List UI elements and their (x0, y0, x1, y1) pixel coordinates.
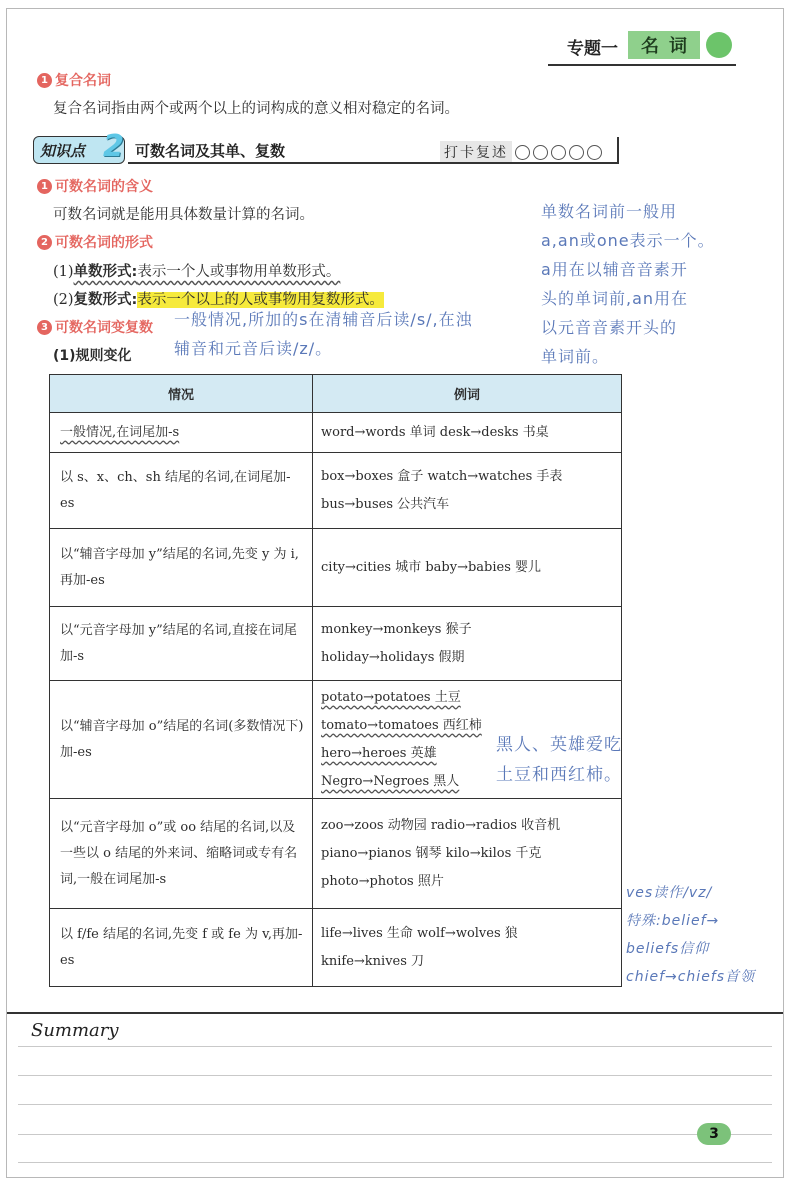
plural-prefix: (2) (53, 292, 74, 308)
summary-writing-line[interactable] (18, 1134, 772, 1135)
number-dot: 2 (37, 235, 52, 250)
header-dot (706, 32, 732, 58)
plural-text: 表示一个以上的人或事物用复数形式。 (137, 292, 384, 308)
header-topic: 专题一 (567, 39, 618, 59)
example-line: hero→heroes 英雄 (321, 745, 437, 761)
summary-writing-line[interactable] (18, 1104, 772, 1105)
note-line: 特殊:belief→ (626, 913, 720, 929)
note-line: 土豆和西红柿。 (496, 765, 622, 785)
kp-edge (617, 137, 619, 164)
section-forms-title (37, 232, 153, 252)
table-row (50, 453, 622, 529)
checkin-label: 打卡复述 (440, 141, 512, 163)
note-line: a用在以辅音音素开 (541, 260, 688, 279)
table-row (50, 909, 622, 987)
example-line: photo→photos 照片 (321, 873, 444, 889)
summary-rule (7, 1012, 783, 1014)
singular-label: 单数形式: (73, 264, 138, 280)
regular-change-heading: (1)规则变化 (53, 348, 132, 364)
section-compound-text: 复合名词指由两个或两个以上的词构成的意义相对稳定的名词。 (53, 101, 459, 117)
examples-cell (313, 607, 622, 681)
section-meaning-title (37, 176, 153, 196)
note-line: 单数名词前一般用 (541, 202, 678, 221)
example-line: zoo→zoos 动物园 radio→radios 收音机 (321, 817, 561, 833)
example-line-wrap (321, 740, 615, 768)
note-line: 辅音和元音后读/z/。 (174, 339, 333, 358)
situation-cell: 以 f/fe 结尾的名词,先变 f 或 fe 为 v,再加-es (50, 909, 313, 987)
checkin-tracker (440, 141, 602, 163)
checkin-circle[interactable] (569, 145, 584, 160)
section-plural-label: 可数名词变复数 (55, 320, 153, 336)
table-header-row (50, 375, 622, 413)
page-number: 3 (697, 1123, 731, 1145)
handwritten-note-articles (541, 197, 715, 371)
kp-title: 可数名词及其单、复数 (135, 142, 286, 160)
section-compound-label: 复合名词 (55, 73, 111, 89)
example-line: tomato→tomatoes 西红柿 (321, 717, 482, 733)
note-line: 头的单词前,an用在 (541, 289, 689, 308)
example-line: knife→knives 刀 (321, 953, 425, 969)
header-examples: 例词 (313, 375, 622, 413)
section-plural-title (37, 317, 153, 337)
table-row (50, 607, 622, 681)
checkin-circle[interactable] (533, 145, 548, 160)
section-forms-label: 可数名词的形式 (55, 235, 153, 251)
situation-cell: 以“辅音字母加 y”结尾的名词,先变 y 为 i,再加-es (50, 529, 313, 607)
note-line: 以元音音素开头的 (541, 318, 678, 337)
table-row (50, 529, 622, 607)
number-dot: 3 (37, 320, 52, 335)
examples-cell (313, 681, 622, 799)
example-line: potato→potatoes 土豆 (321, 689, 461, 705)
situation-cell: 以 s、x、ch、sh 结尾的名词,在词尾加-es (50, 453, 313, 529)
example-line: box→boxes 盒子 watch→watches 手表 (321, 468, 563, 484)
examples-cell (313, 909, 622, 987)
example-line: word→words 单词 desk→desks 书桌 (321, 424, 549, 440)
examples-cell (313, 799, 622, 909)
example-line: piano→pianos 钢琴 kilo→kilos 千克 (321, 845, 542, 861)
note-line: chief→chiefs首领 (626, 969, 756, 985)
kp-number: 2 (103, 129, 124, 164)
summary-writing-line[interactable] (18, 1162, 772, 1163)
summary-title: Summary (31, 1020, 119, 1041)
note-line: ves读作/vz/ (626, 885, 713, 901)
knowledge-point-bar (33, 129, 619, 165)
example-line: city→cities 城市 baby→babies 婴儿 (321, 559, 542, 575)
section-meaning-label: 可数名词的含义 (55, 179, 153, 195)
example-line: Negro→Negroes 黑人 (321, 773, 460, 789)
plural-label: 复数形式: (73, 292, 138, 308)
situation-cell: 以“元音字母加 y”结尾的名词,直接在词尾加-s (50, 607, 313, 681)
example-line: holiday→holidays 假期 (321, 649, 465, 665)
example-line: monkey→monkeys 猴子 (321, 621, 472, 637)
singular-text: 表示一个人或事物用单数形式。 (137, 264, 341, 280)
table-row (50, 413, 622, 453)
example-line-wrap (321, 768, 615, 796)
plural-rules-table (49, 374, 622, 987)
table-row (50, 681, 622, 799)
header-badge: 名词 (628, 31, 700, 59)
note-line: 一般情况,所加的s在清辅音后读/s/,在浊 (174, 310, 473, 329)
summary-writing-line[interactable] (18, 1075, 772, 1076)
number-dot: 1 (37, 73, 52, 88)
examples-cell (313, 453, 622, 529)
checkin-circle[interactable] (515, 145, 530, 160)
singular-form-line (53, 260, 340, 281)
table-row (50, 799, 622, 909)
example-line: life→lives 生命 wolf→wolves 狼 (321, 925, 518, 941)
checkin-circle[interactable] (551, 145, 566, 160)
kp-underline (128, 162, 618, 164)
example-line-wrap (321, 712, 615, 740)
checkin-circle[interactable] (587, 145, 602, 160)
header-situation: 情况 (50, 375, 313, 413)
example-line: bus→buses 公共汽车 (321, 496, 450, 512)
summary-writing-line[interactable] (18, 1046, 772, 1047)
handwritten-note-rule (174, 305, 473, 363)
example-line-wrap (321, 684, 615, 712)
number-dot: 1 (37, 179, 52, 194)
note-line: 单词前。 (541, 347, 610, 366)
note-line: a,an或one表示一个。 (541, 231, 715, 250)
kp-tag: 知识点 (33, 136, 125, 164)
examples-cell (313, 529, 622, 607)
note-line: 黑人、英雄爱吃 (496, 735, 622, 755)
examples-cell (313, 413, 622, 453)
situation-cell: 以“辅音字母加 o”结尾的名词(多数情况下)加-es (50, 681, 313, 799)
singular-prefix: (1) (53, 264, 74, 280)
section-meaning-text: 可数名词就是能用具体数量计算的名词。 (53, 207, 314, 223)
section-compound-title (37, 70, 111, 90)
header-rule (548, 64, 736, 66)
situation-cell: 以“元音字母加 o”或 oo 结尾的名词,以及一些以 o 结尾的外来词、缩略词或专有名词,一般在词尾加-s (50, 799, 313, 909)
note-line: beliefs信仰 (626, 941, 710, 957)
situation-cell (50, 413, 313, 453)
handwritten-note-ves (626, 879, 755, 991)
situation-text: 一般情况,在词尾加-s (60, 424, 180, 440)
